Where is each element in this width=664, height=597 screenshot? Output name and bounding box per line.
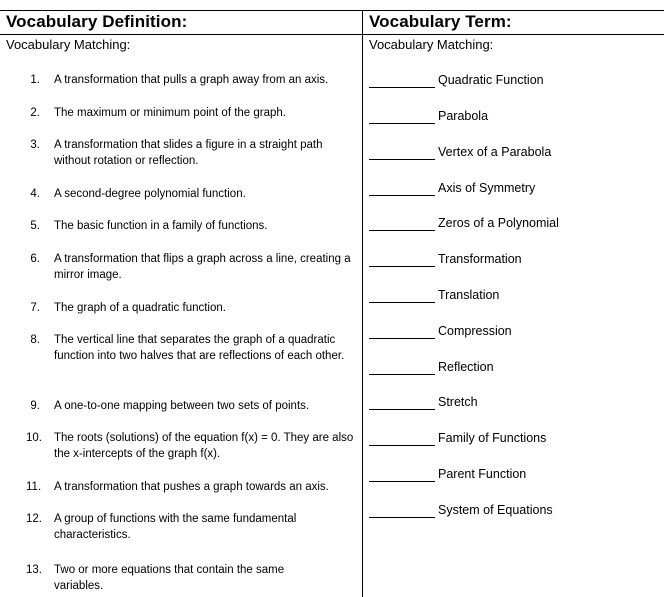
definition-text: A transformation that pulls a graph away from an axis. — [54, 74, 329, 86]
answer-blank[interactable] — [369, 123, 435, 124]
definition-text: The roots (solutions) of the equation f(x) = 0. They are also the x-intercepts of the graph f(x). — [54, 432, 354, 460]
term-item — [369, 252, 664, 270]
term-item — [369, 181, 664, 199]
term-label: Quadratic Function — [438, 73, 544, 87]
term-item — [369, 109, 664, 127]
definition-text: A transformation that pushes a graph towards an axis. — [54, 481, 329, 493]
term-item — [369, 395, 664, 413]
definition-number: 6. — [30, 253, 40, 265]
definition-text: A group of functions with the same fundamental characteristics. — [54, 513, 297, 541]
definition-number: 2. — [30, 107, 40, 119]
term-label: Compression — [438, 324, 512, 338]
definition-column-heading: Vocabulary Definition: — [6, 12, 188, 31]
term-label: Family of Functions — [438, 431, 547, 445]
term-item — [369, 503, 664, 521]
term-item — [369, 288, 664, 306]
term-label: Parabola — [438, 109, 489, 123]
definition-number: 13. — [26, 564, 42, 576]
definition-text: The graph of a quadratic function. — [54, 302, 226, 314]
definition-number: 5. — [30, 220, 40, 232]
definition-number: 9. — [30, 400, 40, 412]
answer-blank[interactable] — [369, 159, 435, 160]
header-divider — [0, 34, 664, 35]
term-label: Axis of Symmetry — [438, 181, 536, 195]
answer-blank[interactable] — [369, 374, 435, 375]
term-label: Reflection — [438, 360, 494, 374]
term-label: Vertex of a Parabola — [438, 145, 552, 159]
answer-blank[interactable] — [369, 195, 435, 196]
answer-blank[interactable] — [369, 481, 435, 482]
definition-text: A one-to-one mapping between two sets of points. — [54, 400, 310, 412]
definition-text: A transformation that flips a graph across a line, creating a mirror image. — [54, 253, 351, 281]
term-label: Translation — [438, 288, 500, 302]
definition-text: The vertical line that separates the graph of a quadratic function into two halves that are reflections of each other. — [54, 334, 345, 362]
table-top-border — [0, 10, 664, 11]
term-label: Zeros of a Polynomial — [438, 216, 559, 230]
term-item — [369, 73, 664, 91]
definition-text: A transformation that slides a figure in a straight path without rotation or reflection. — [54, 139, 323, 167]
definition-number: 10. — [26, 432, 42, 444]
definition-text: A second-degree polynomial function. — [54, 188, 246, 200]
term-item — [369, 324, 664, 342]
answer-blank[interactable] — [369, 87, 435, 88]
answer-blank[interactable] — [369, 445, 435, 446]
term-column-subheading: Vocabulary Matching: — [369, 37, 494, 52]
answer-blank[interactable] — [369, 409, 435, 410]
answer-blank[interactable] — [369, 338, 435, 339]
column-divider — [362, 10, 363, 597]
definition-number: 12. — [26, 513, 42, 525]
definition-text: Two or more equations that contain the same variables. — [54, 564, 285, 592]
term-item — [369, 216, 664, 234]
answer-blank[interactable] — [369, 517, 435, 518]
term-item — [369, 431, 664, 449]
term-column-heading: Vocabulary Term: — [369, 12, 512, 31]
term-item — [369, 145, 664, 163]
answer-blank[interactable] — [369, 302, 435, 303]
definition-number: 11. — [26, 481, 42, 493]
definition-number: 8. — [30, 334, 40, 346]
term-label: Stretch — [438, 395, 478, 409]
term-item — [369, 467, 664, 485]
answer-blank[interactable] — [369, 230, 435, 231]
definition-text: The maximum or minimum point of the graph. — [54, 107, 287, 119]
definition-number: 1. — [30, 74, 40, 86]
answer-blank[interactable] — [369, 266, 435, 267]
definition-number: 7. — [30, 302, 40, 314]
definition-number: 4. — [30, 188, 40, 200]
term-label: Transformation — [438, 252, 522, 266]
definition-number: 3. — [30, 139, 40, 151]
term-item — [369, 360, 664, 378]
definition-column-subheading: Vocabulary Matching: — [6, 37, 131, 52]
definition-text: The basic function in a family of functions. — [54, 220, 268, 232]
term-label: System of Equations — [438, 503, 553, 517]
term-label: Parent Function — [438, 467, 527, 481]
